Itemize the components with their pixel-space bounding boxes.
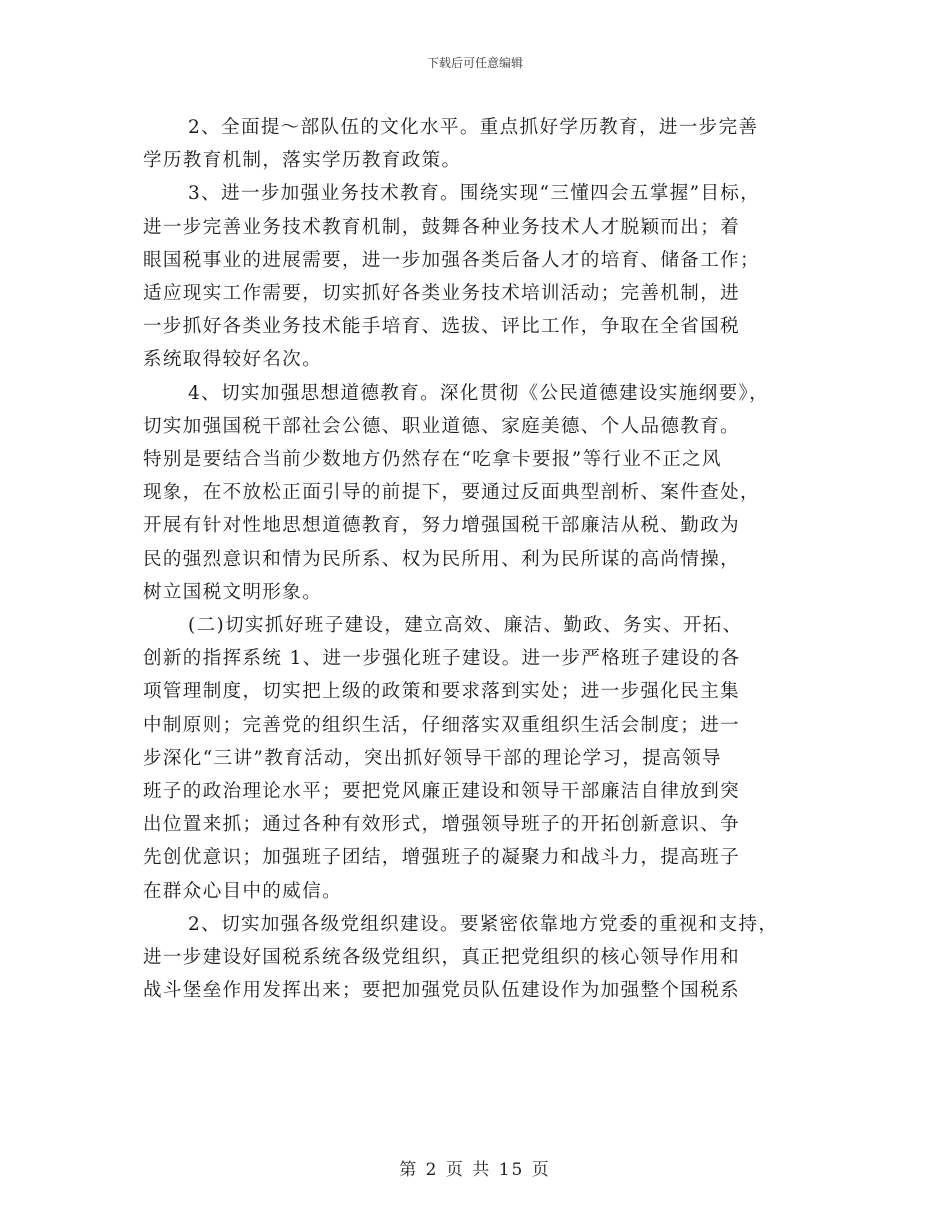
text-line: 中制原则；完善党的组织生活，仔细落实双重组织生活会制度；进一 [143, 714, 741, 736]
text-line: 先创优意识；加强班子团结，增强班子的凝聚力和战斗力，提高班子 [143, 847, 741, 869]
document-body [143, 111, 823, 1007]
paragraph [143, 377, 823, 609]
paragraph [143, 111, 823, 177]
text-line: 在群众心目中的威信。 [143, 880, 343, 902]
text-line: 切实加强国税干部社会公德、职业道德、家庭美德、个人品德教育。 [143, 415, 741, 437]
text-line: 学历教育机制，落实学历教育政策。 [143, 150, 462, 172]
text-line: 2、切实加强各级党组织建设。要紧密依靠地方党委的重视和支持， [188, 913, 779, 935]
text-line: 4、切实加强思想道德教育。深化贯彻《公民道德建设实施纲要》， [188, 382, 770, 404]
text-line: 眼国税事业的进展需要，进一步加强各类后备人才的培育、储备工作； [143, 249, 760, 271]
text-line: 现象，在不放松正面引导的前提下，要通过反面典型剖析、案件查处， [143, 482, 760, 504]
text-line: 一步抓好各类业务技术能手培育、选拔、评比工作，争取在全省国税 [143, 316, 741, 338]
paragraph [143, 609, 823, 908]
text-line: 进一步完善业务技术教育机制，鼓舞各种业务技术人才脱颖而出；着 [143, 216, 741, 238]
paragraph [143, 177, 823, 376]
text-line: 出位置来抓；通过各种有效形式，增强领导班子的开拓创新意识、争 [143, 814, 741, 836]
text-line: 创新的指挥系统 1、进一步强化班子建设。进一步严格班子建设的各 [143, 648, 741, 670]
text-line: 民的强烈意识和情为民所系、权为民所用、利为民所谋的高尚情操， [143, 548, 741, 570]
page-number-footer: 第 2 页 共 15 页 [399, 1160, 551, 1180]
text-line: 班子的政治理论水平；要把党风廉正建设和领导干部廉洁自律放到突 [143, 781, 741, 803]
text-line: 树立国税文明形象。 [143, 581, 323, 603]
text-line: 系统取得较好名次。 [143, 349, 323, 371]
text-line: 2、全面提～部队伍的文化水平。重点抓好学历教育，进一步完善 [188, 117, 759, 138]
paragraph [143, 908, 823, 1008]
page-header: 下载后可任意编辑 [426, 56, 523, 70]
text-line: 适应现实工作需要，切实抓好各类业务技术培训活动；完善机制，进 [143, 283, 741, 305]
text-line: (二)切实抓好班子建设，建立高效、廉洁、勤政、务实、开拓、 [188, 615, 743, 637]
text-line: 特别是要结合当前少数地方仍然存在“吃拿卡要报”等行业不正之风 [143, 449, 722, 471]
text-line: 步深化“三讲”教育活动，突出抓好领导干部的理论学习，提高领导 [143, 747, 722, 769]
text-line: 3、进一步加强业务技术教育。围绕实现“三懂四会五掌握”目标， [188, 183, 761, 205]
text-line: 开展有针对性地思想道德教育，努力增强国税干部廉洁从税、勤政为 [143, 515, 741, 537]
text-line: 项管理制度，切实把上级的政策和要求落到实处；进一步强化民主集 [143, 681, 741, 703]
text-line: 战斗堡垒作用发挥出来；要把加强党员队伍建设作为加强整个国税系 [143, 980, 741, 1002]
text-line: 进一步建设好国税系统各级党组织，真正把党组织的核心领导作用和 [143, 947, 741, 969]
